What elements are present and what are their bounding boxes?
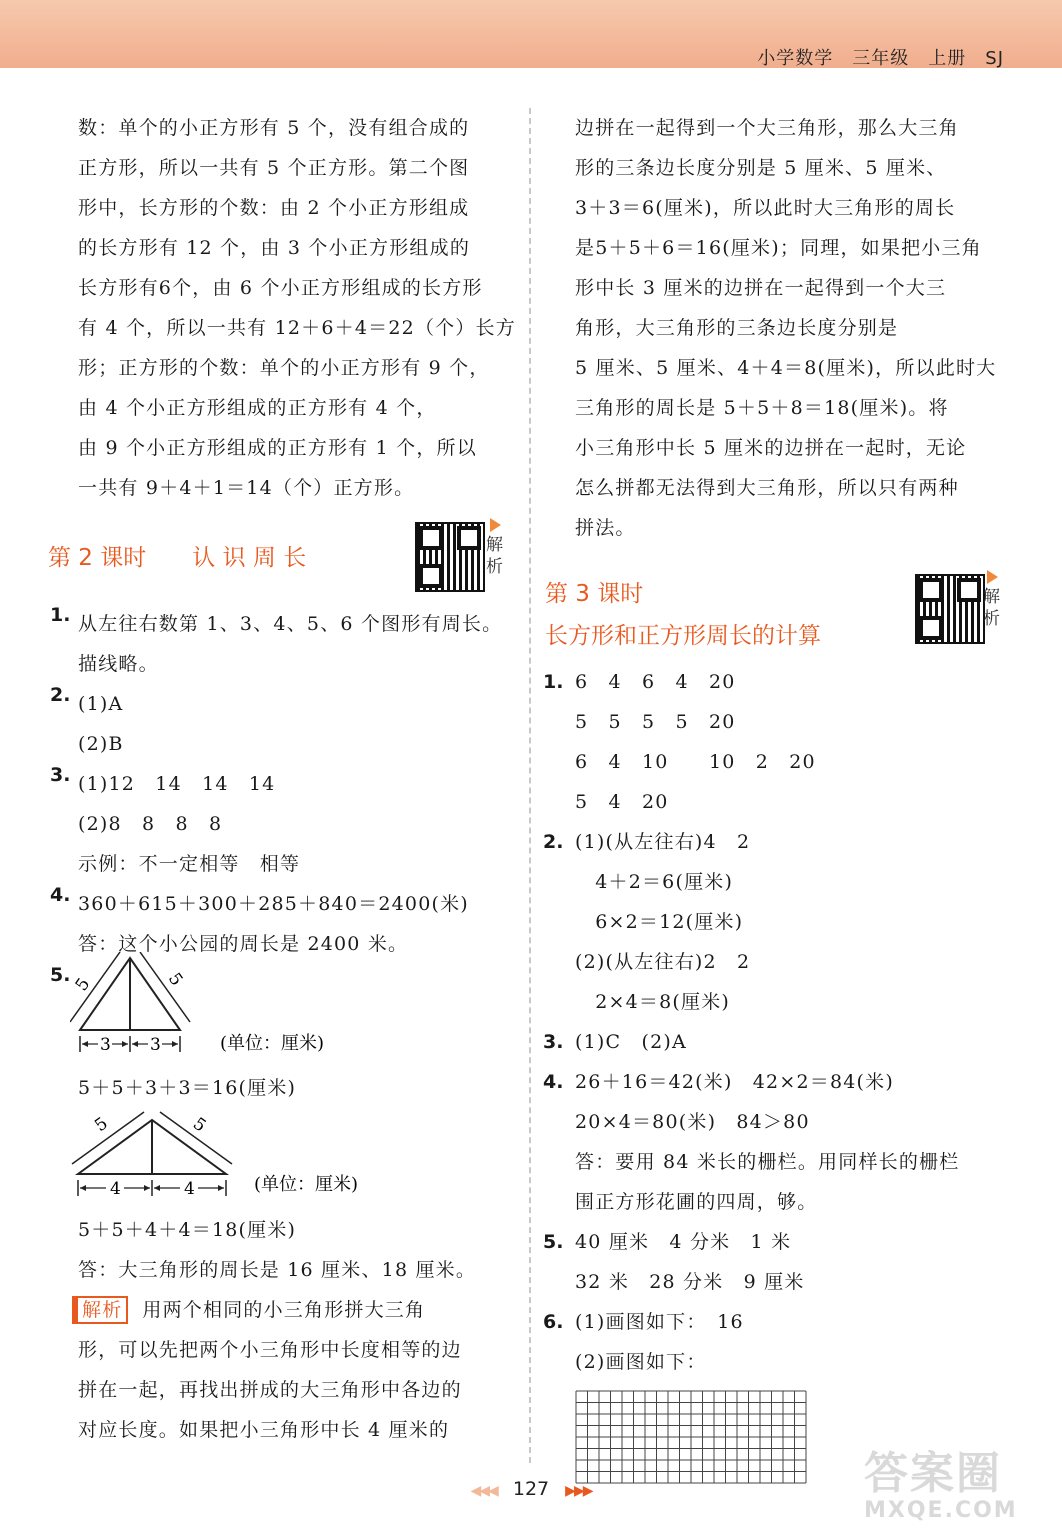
text-line: (2)(从左往右)2 2	[575, 951, 751, 973]
text-line: 5 5 5 5 20	[575, 711, 736, 733]
answer-lines	[575, 822, 1007, 1022]
text-line: 的长方形有 12 个，由 3 个小正方形组成的	[78, 237, 471, 259]
text-line: 40 厘米 4 分米 1 米	[575, 1231, 792, 1253]
analysis-first-line	[72, 1290, 510, 1330]
watermark-text: 答案圈	[864, 1448, 1002, 1499]
base-label: 4	[110, 1179, 121, 1199]
text-line: 形，可以先把两个小三角形中长度相等的边	[78, 1339, 462, 1361]
base-label: 3	[150, 1035, 161, 1055]
qr-code-icon[interactable]	[915, 574, 985, 644]
text-line: 26＋16＝42(米) 42×2＝84(米)	[575, 1071, 894, 1093]
analysis-block	[72, 1290, 510, 1450]
lesson-2-header	[48, 508, 510, 604]
unit-label: (单位：厘米)	[254, 1174, 359, 1195]
question-number: 2.	[543, 831, 564, 853]
question-number: 3.	[50, 764, 71, 786]
lesson-heading: 第 3 课时	[545, 581, 644, 607]
calculation-line: 5＋5＋3＋3＝16(厘米)	[78, 1077, 297, 1099]
right-column	[543, 108, 1007, 1490]
text-line: 由 4 个小正方形组成的正方形有 4 个，	[78, 397, 437, 419]
question-5	[543, 1222, 1007, 1302]
text-line: 形中长 3 厘米的边拼在一起得到一个大三	[575, 277, 947, 299]
text-line: 6×2＝12(厘米)	[575, 911, 744, 933]
lesson-heading: 第 2 课时 认 识 周 长	[48, 545, 307, 571]
lesson-subheading: 长方形和正方形周长的计算	[545, 623, 821, 649]
text-line: 形的三条边长度分别是 5 厘米、5 厘米、	[575, 157, 947, 179]
answer-line: (1)A	[78, 693, 124, 715]
question-number: 3.	[543, 1031, 564, 1053]
text-line: 角形，大三角形的三条边长度分别是	[575, 317, 899, 339]
qr-label: 解析	[983, 587, 1000, 629]
qr-analysis-link[interactable]	[486, 518, 508, 578]
page-number: 127	[512, 1478, 550, 1500]
calculation-line: 5＋5＋4＋4＝18(厘米)	[78, 1219, 297, 1241]
question-3	[50, 764, 510, 884]
side-label: 5	[71, 974, 95, 995]
question-number: 1.	[543, 671, 564, 693]
next-arrows-icon: ▶▶▶	[565, 1483, 592, 1499]
analysis-tag: 解析	[72, 1296, 128, 1324]
question-number: 2.	[50, 684, 71, 706]
text-line: 5 厘米、5 厘米、4＋4＝8(厘米)，所以此时大	[575, 357, 997, 379]
text-line: 答：要用 84 米长的栅栏。用同样长的栅栏	[575, 1151, 960, 1173]
question-2	[50, 684, 510, 764]
side-label: 5	[189, 1113, 210, 1137]
text-line: 3＋3＝6(厘米)，所以此时大三角形的周长	[575, 197, 956, 219]
qr-analysis-link[interactable]	[983, 570, 1005, 630]
text-line: 32 米 28 分米 9 厘米	[575, 1271, 805, 1293]
text-line: 形中，长方形的个数：由 2 个小正方形组成	[78, 197, 470, 219]
triangle-figure-2	[78, 1108, 510, 1210]
question-number: 6.	[543, 1311, 564, 1333]
text-line: 6 4 10 10 2 20	[575, 751, 816, 773]
text-line: 拼法。	[575, 517, 636, 539]
grid-drawing	[575, 1390, 815, 1486]
right-intro-paragraph	[575, 108, 1007, 548]
triangle-figure-1	[71, 964, 510, 1068]
watermark	[864, 1450, 1044, 1530]
question-number: 4.	[543, 1071, 564, 1093]
base-label: 3	[100, 1035, 111, 1055]
text-line: 拼在一起，再找出拼成的大三角形中各边的	[78, 1379, 462, 1401]
base-label: 4	[184, 1179, 195, 1199]
answer-lines	[575, 1062, 1007, 1222]
text-line: 4＋2＝6(厘米)	[575, 871, 734, 893]
qr-label: 解析	[486, 535, 503, 577]
answer-line: 描线略。	[78, 653, 159, 675]
answer-lines	[575, 662, 1007, 822]
play-icon	[490, 518, 501, 532]
answer-lines	[575, 1302, 1007, 1382]
question-2	[543, 822, 1007, 1022]
header-banner	[0, 0, 1062, 68]
text-line: 围正方形花圃的四周，够。	[575, 1191, 818, 1213]
answer-line: 答：这个小公园的周长是 2400 米。	[78, 933, 409, 955]
text-line: 边拼在一起得到一个大三角形，那么大三角	[575, 117, 959, 139]
answer-line: 360＋615＋300＋285＋840＝2400(米)	[78, 893, 469, 915]
answer-lines	[575, 1022, 1007, 1062]
question-number: 5.	[50, 964, 71, 986]
text-line: 5 4 20	[575, 791, 669, 813]
play-icon	[987, 570, 998, 584]
column-divider	[529, 108, 531, 1463]
text-line: 对应长度。如果把小三角形中长 4 厘米的	[78, 1419, 450, 1441]
answer-line: 答：大三角形的周长是 16 厘米、18 厘米。	[78, 1259, 477, 1281]
text-line: 是5＋5＋6＝16(厘米)；同理，如果把小三角	[575, 237, 982, 259]
watermark-site: MXQE.COM	[864, 1498, 1018, 1523]
text-line: 正方形，所以一共有 5 个正方形。第二个图	[78, 157, 470, 179]
question-number: 1.	[50, 604, 71, 626]
left-intro-paragraph	[78, 108, 516, 508]
answer-line: 从左往右数第 1、3、4、5、6 个图形有周长。	[78, 613, 503, 635]
text-line: 一共有 9＋4＋1＝14（个）正方形。	[78, 477, 415, 499]
text-line: 由 9 个小正方形组成的正方形有 1 个，所以	[78, 437, 477, 459]
question-4	[543, 1062, 1007, 1222]
question-number: 4.	[50, 884, 71, 906]
text-line: (1)C (2)A	[575, 1031, 687, 1053]
text-line: 怎么拼都无法得到大三角形，所以只有两种	[575, 477, 959, 499]
prev-arrows-icon: ◀◀◀	[470, 1483, 497, 1499]
text-line: 6 4 6 4 20	[575, 671, 736, 693]
lesson-3-header	[545, 548, 1007, 668]
question-number: 5.	[543, 1231, 564, 1253]
text-line: (1)(从左往右)4 2	[575, 831, 751, 853]
text-line: 2×4＝8(厘米)	[575, 991, 731, 1013]
question-1	[50, 604, 510, 684]
analysis-paragraph	[78, 1330, 510, 1450]
qr-code-icon[interactable]	[415, 522, 485, 592]
book-title: 小学数学 三年级 上册 SJ	[757, 48, 1004, 69]
answer-line: (2)8 8 8 8	[78, 813, 223, 835]
side-label: 5	[163, 969, 187, 990]
answer-line: 示例：不一定相等 相等	[78, 853, 301, 875]
answer-line: (1)12 14 14 14	[78, 773, 276, 795]
text-line: 20×4＝80(米) 84＞80	[575, 1111, 810, 1133]
left-column	[48, 108, 516, 1450]
text-line: 长方形有6个，由 6 个小正方形组成的长方形	[78, 277, 483, 299]
text-line: (1)画图如下： 16	[575, 1311, 744, 1333]
triangle-diagram-1	[70, 952, 370, 1056]
question-3	[543, 1022, 1007, 1062]
question-1	[543, 662, 1007, 822]
text-line: 有 4 个，所以一共有 12＋6＋4＝22（个）长方	[78, 317, 516, 339]
question-5	[50, 964, 510, 1290]
answer-line: (2)B	[78, 733, 124, 755]
answer-lines	[575, 1222, 1007, 1302]
analysis-text: 用两个相同的小三角形拼大三角	[142, 1299, 426, 1321]
text-line: 数：单个的小正方形有 5 个，没有组合成的	[78, 117, 470, 139]
text-line: (2)画图如下：	[575, 1351, 707, 1373]
text-line: 小三角形中长 5 厘米的边拼在一起时，无论	[575, 437, 967, 459]
unit-label: (单位：厘米)	[220, 1033, 325, 1054]
text-line: 形；正方形的个数：单个的小正方形有 9 个，	[78, 357, 490, 379]
triangle-diagram-2	[70, 1106, 390, 1210]
side-label: 5	[91, 1113, 112, 1137]
text-line: 三角形的周长是 5＋5＋8＝18(厘米)。将	[575, 397, 949, 419]
